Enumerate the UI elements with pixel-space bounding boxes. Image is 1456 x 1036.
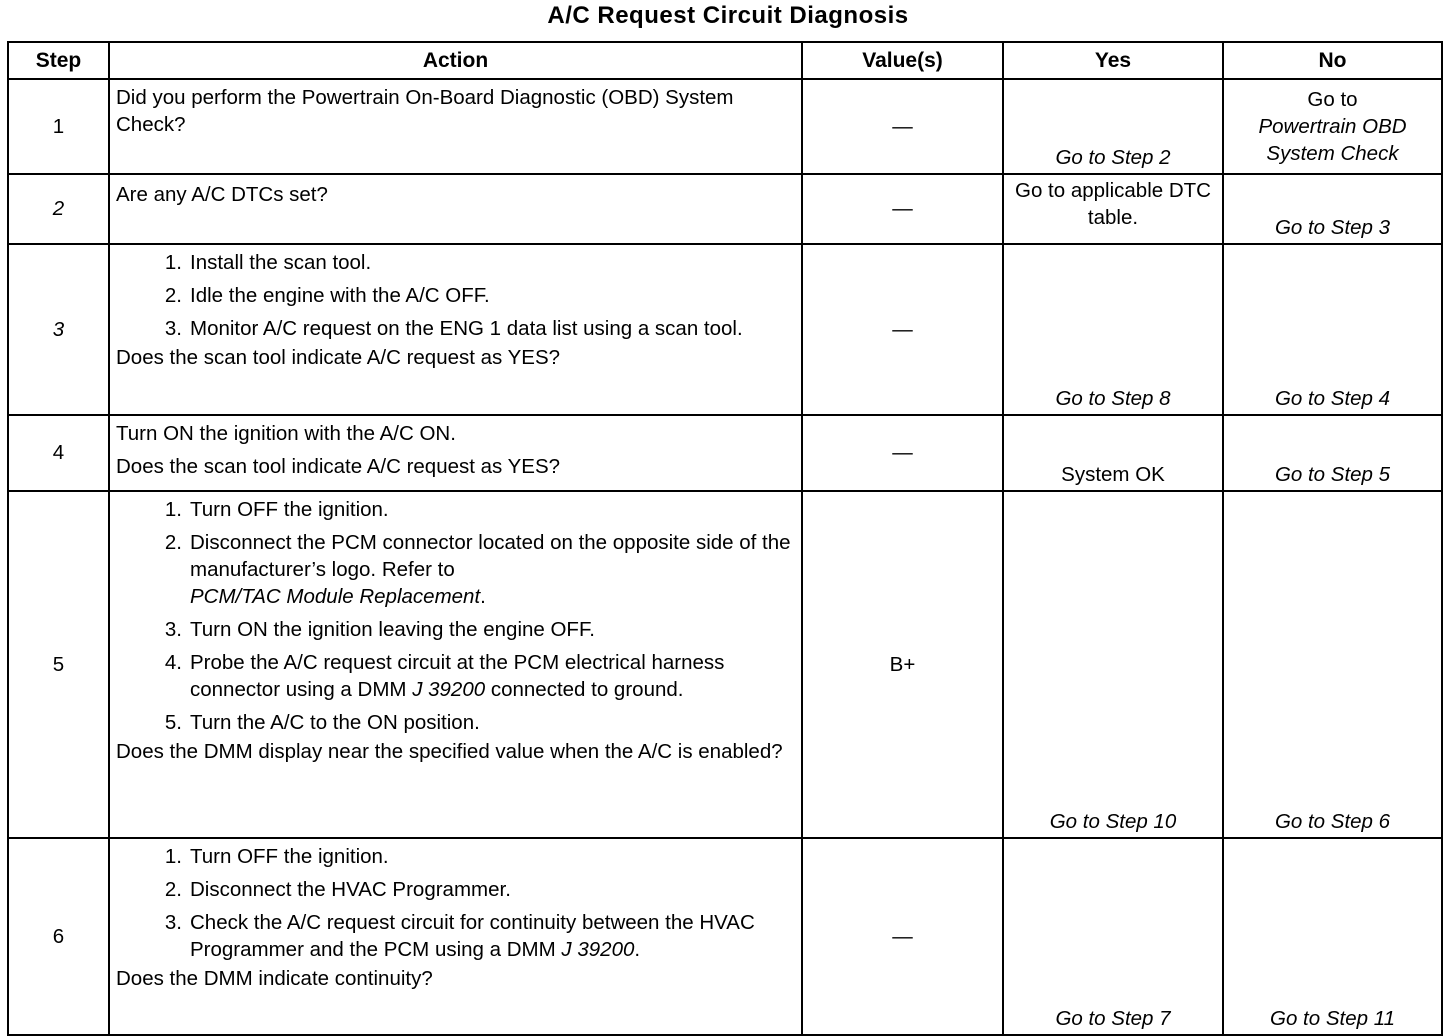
no-cell	[1223, 491, 1442, 838]
yes-text: System OK	[1061, 463, 1165, 486]
no-link[interactable]: Go to Step 5	[1274, 463, 1391, 486]
action-question: Does the scan tool indicate A/C request as YES?	[116, 455, 561, 478]
list-item: 1. Turn OFF the ignition.	[164, 845, 389, 868]
value-cell: —	[802, 174, 1003, 244]
tool-ref: J 39200	[412, 678, 486, 701]
action-question: Does the DMM indicate continuity?	[116, 967, 433, 990]
yes-cell	[1003, 174, 1223, 244]
table-row	[8, 244, 1442, 415]
table-row	[8, 491, 1442, 838]
no-cell	[1223, 838, 1442, 1035]
step-number: 6	[8, 838, 109, 1035]
list-item: 2. Idle the engine with the A/C OFF.	[164, 284, 490, 307]
action-cell	[109, 838, 802, 1035]
action-text: Turn ON the ignition with the A/C ON.	[116, 422, 456, 445]
action-question: Does the scan tool indicate A/C request as YES?	[116, 346, 561, 369]
step-number: 5	[8, 491, 109, 838]
reference-link[interactable]: PCM/TAC Module Replacement	[190, 585, 481, 608]
list-item: 3. Check the A/C request circuit for continuity between the HVAC Programmer and the PCM using a DMM J 39200.	[164, 911, 755, 961]
list-item: 3. Monitor A/C request on the ENG 1 data list using a scan tool.	[164, 317, 743, 340]
yes-cell	[1003, 838, 1223, 1035]
no-link[interactable]: Go to Step 11	[1270, 1007, 1395, 1030]
list-item: 4. Probe the A/C request circuit at the PCM electrical harness connector using a DMM J 39200 connected to ground.	[164, 651, 725, 701]
action-cell	[109, 174, 802, 244]
tool-ref: J 39200	[561, 938, 635, 961]
no-link[interactable]: Go to Step 6	[1274, 810, 1391, 833]
action-cell	[109, 79, 802, 174]
list-item: 2. Disconnect the HVAC Programmer.	[164, 878, 511, 901]
value-cell: —	[802, 79, 1003, 174]
step-number: 1	[8, 79, 109, 174]
header-no: No	[1223, 42, 1442, 79]
list-item: 3. Turn ON the ignition leaving the engine OFF.	[164, 618, 595, 641]
table-row	[8, 174, 1442, 244]
header-yes: Yes	[1003, 42, 1223, 79]
table-row	[8, 838, 1442, 1035]
no-cell	[1223, 415, 1442, 491]
no-prefix: Go to	[1307, 88, 1358, 111]
step-number: 4	[8, 415, 109, 491]
list-item: 1. Install the scan tool.	[164, 251, 372, 274]
yes-cell	[1003, 244, 1223, 415]
page-title: A/C Request Circuit Diagnosis	[547, 2, 909, 29]
no-link[interactable]: Go to Step 4	[1274, 387, 1391, 410]
list-item: 2. Disconnect the PCM connector located on the opposite side of the manufacturer’s logo. Refer to PCM/TAC Module Replacement.	[164, 531, 791, 608]
value-cell: —	[802, 244, 1003, 415]
yes-cell	[1003, 415, 1223, 491]
value-cell: B+	[802, 491, 1003, 838]
yes-cell	[1003, 79, 1223, 174]
no-cell	[1223, 174, 1442, 244]
step-number: 2	[8, 174, 109, 244]
value-cell: —	[802, 415, 1003, 491]
no-link[interactable]: Go to Step 3	[1274, 216, 1391, 239]
table-row	[8, 79, 1442, 174]
list-item: 1. Turn OFF the ignition.	[164, 498, 389, 521]
yes-text: Go to applicable DTC table.	[1015, 179, 1211, 229]
value-cell: —	[802, 838, 1003, 1035]
action-text: Did you perform the Powertrain On-Board Diagnostic (OBD) System Check?	[116, 86, 734, 136]
yes-cell	[1003, 491, 1223, 838]
yes-link[interactable]: Go to Step 10	[1049, 810, 1177, 833]
header-step: Step	[8, 42, 109, 79]
yes-link[interactable]: Go to Step 7	[1055, 1007, 1171, 1030]
header-values: Value(s)	[802, 42, 1003, 79]
action-cell	[109, 244, 802, 415]
header-row	[8, 42, 1442, 79]
action-text: Are any A/C DTCs set?	[116, 183, 328, 206]
yes-link[interactable]: Go to Step 8	[1055, 387, 1171, 410]
no-cell	[1223, 79, 1442, 174]
list-item: 5. Turn the A/C to the ON position.	[164, 711, 480, 734]
table-row	[8, 415, 1442, 491]
diagnosis-table	[7, 41, 1443, 1036]
no-link[interactable]: Powertrain OBD System Check	[1258, 115, 1407, 165]
action-cell	[109, 491, 802, 838]
yes-link[interactable]: Go to Step 2	[1055, 146, 1171, 169]
action-cell	[109, 415, 802, 491]
action-question: Does the DMM display near the specified value when the A/C is enabled?	[116, 740, 783, 763]
header-action: Action	[109, 42, 802, 79]
step-number: 3	[8, 244, 109, 415]
no-cell	[1223, 244, 1442, 415]
